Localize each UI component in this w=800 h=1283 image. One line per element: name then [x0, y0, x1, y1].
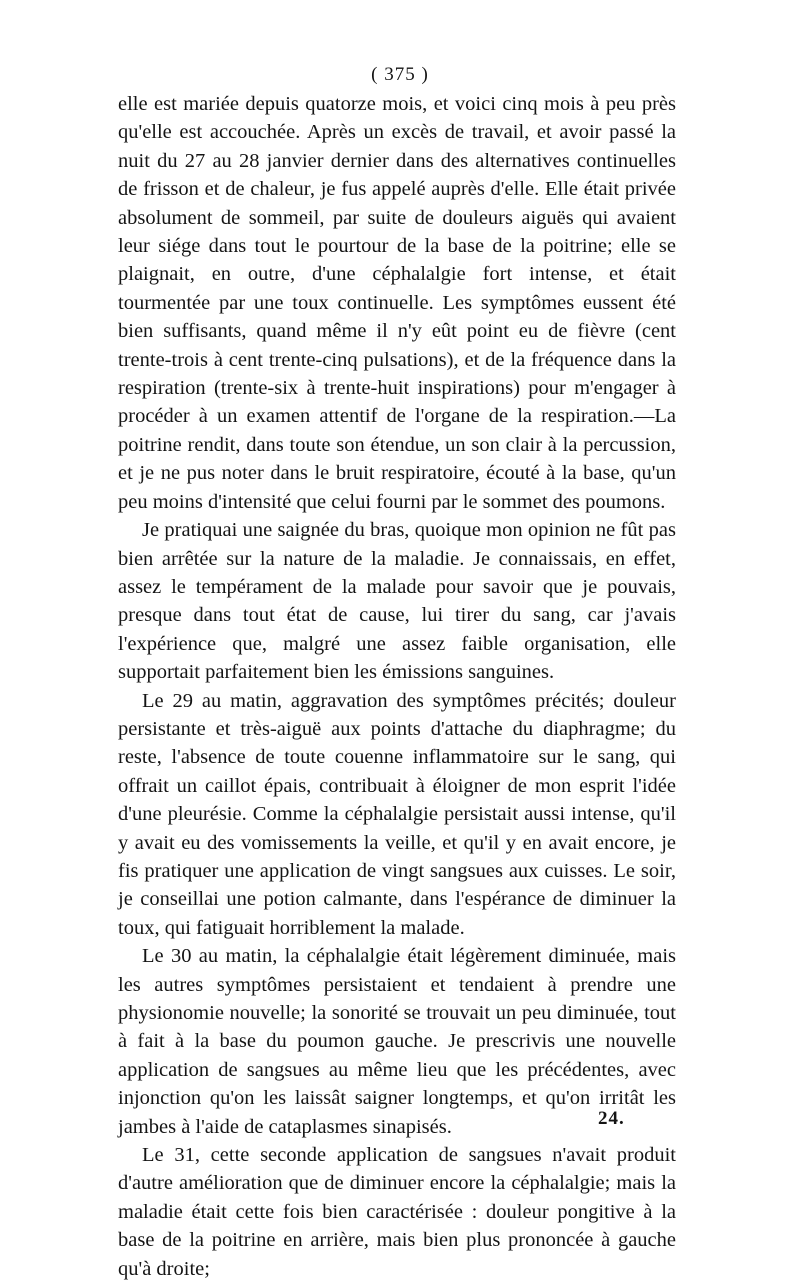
page-number: ( 375 ) [371, 64, 429, 85]
paragraph-4: Le 30 au matin, la céphalalgie était légèrement diminuée, mais les autres symptômes persistaient et tendaient à prendre une physionomie nouvelle; la sonorité se trouvait un peu diminuée, tout à fait à la base du poumon gauche. Je prescrivis une nouvelle application de sangsues au même lieu que les précédentes, avec injonction qu'on les laissât saigner longtemps, et qu'on irritât les jambes à l'aide de cataplasmes sinapisés. [118, 945, 676, 1138]
signature-mark: 24. [598, 1108, 625, 1129]
paragraph-5: Le 31, cette seconde application de sangsues n'avait produit d'autre amélioration que de diminuer encore la céphalalgie; mais la maladie était cette fois bien caractérisée : douleur pongitive à la base de la poitrine en arrière, mais bien plus prononcée à gauche qu'à droite; [118, 1144, 676, 1280]
paragraph-3: Le 29 au matin, aggravation des symptômes précités; douleur persistante et très-aiguë aux points d'attache du diaphragme; du reste, l'absence de toute couenne inflammatoire sur le sang, qui offrait un caillot épais, contribuait à éloigner de mon esprit l'idée d'une pleurésie. Comme la céphalalgie persistait aussi intense, qu'il y avait eu des vomissements la veille, et qu'il y en avait encore, je fis pratiquer une application de vingt sangsues aux cuisses. Le soir, je conseillai une potion calmante, dans l'espérance de diminuer la toux, qui fatiguait horriblement la malade. [118, 689, 676, 939]
body-text [118, 90, 676, 1283]
paragraph-2: Je pratiquai une saignée du bras, quoique mon opinion ne fût pas bien arrêtée sur la nature de la maladie. Je connaissais, en effet, assez le tempérament de la malade pour savoir que je pouvais, presque dans tout état de cause, lui tirer du sang, car j'avais l'expérience que, malgré une assez faible organisation, elle supportait parfaitement bien les émissions sanguines. [118, 519, 676, 684]
paragraph-1: elle est mariée depuis quatorze mois, et voici cinq mois à peu près qu'elle est accouchée. Après un excès de travail, et avoir passé la nuit du 27 au 28 janvier dernier dans des alternatives continuelles de frisson et de chaleur, je fus appelé auprès d'elle. Elle était privée absolument de sommeil, par suite de douleurs aiguës qui avaient leur siége dans tout le pourtour de la base de la poitrine; elle se plaignait, en outre, d'une céphalalgie fort intense, et était tourmentée par une toux continuelle. Les symptômes eussent été bien suffisants, quand même il n'y eût point eu de fièvre (cent trente-trois à cent trente-cinq pulsations), et de la fréquence dans la respiration (trente-six à trente-huit inspirations) pour m'engager à procéder à un examen attentif de l'organe de la respiration.—La poitrine rendit, dans toute son étendue, un son clair à la percussion, et je ne pus noter dans le bruit respiratoire, écouté à la base, qu'un peu moins d'intensité que celui fourni par le sommet des poumons. [118, 93, 676, 513]
